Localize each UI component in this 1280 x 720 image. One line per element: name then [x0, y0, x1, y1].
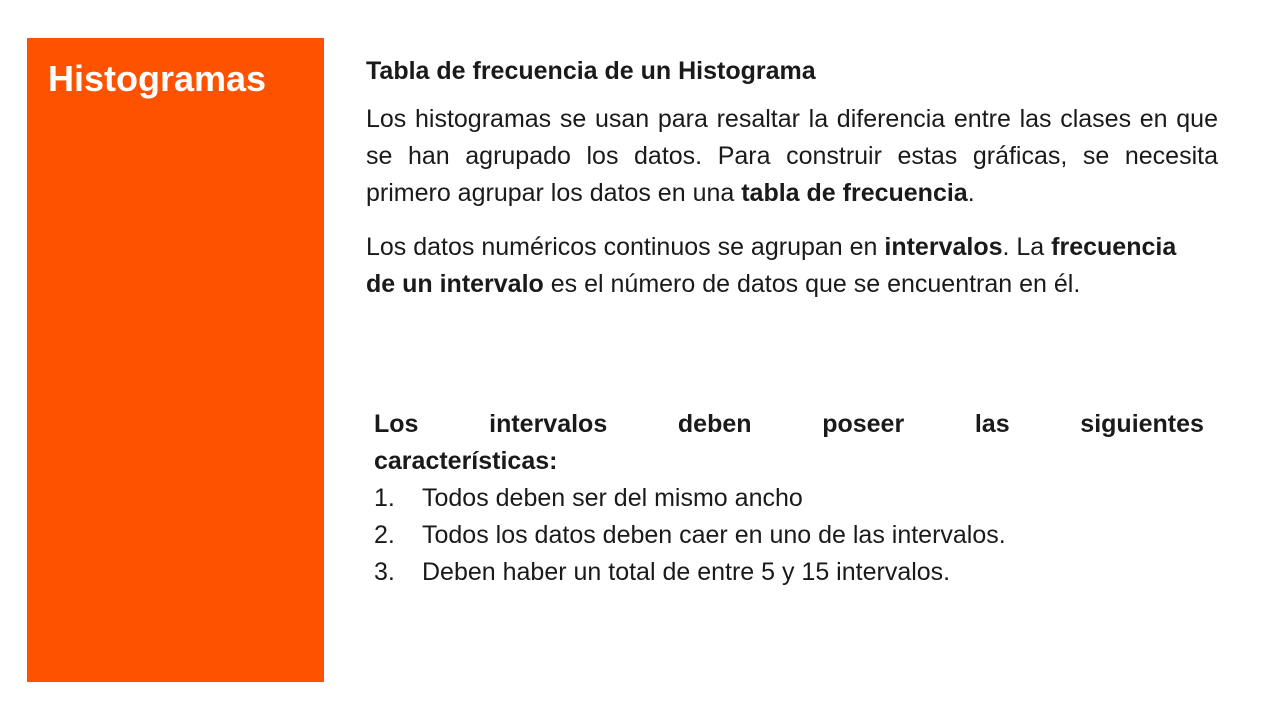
title-panel: [27, 38, 324, 682]
intervals-text-1: Los datos numéricos continuos se agrupan en: [366, 233, 885, 261]
slide-title: Histogramas: [48, 58, 267, 99]
list-item-number: 2.: [374, 521, 395, 549]
list-item: [374, 554, 1204, 591]
heading-word: Los: [374, 410, 419, 438]
heading-word: las: [974, 410, 1010, 438]
intervals-text-2: . La: [1002, 233, 1052, 261]
heading-word: siguientes: [1080, 410, 1204, 438]
features-list: [374, 480, 1204, 591]
list-item-number: 1.: [374, 484, 395, 512]
intervals-paragraph: [366, 229, 1196, 303]
list-item-number: 3.: [374, 558, 395, 586]
list-item-text: Deben haber un total de entre 5 y 15 intervalos.: [422, 558, 951, 586]
list-item-text: Todos los datos deben caer en uno de las intervalos.: [422, 521, 1006, 549]
heading-word: intervalos: [489, 410, 608, 438]
frequency-bold-term: frecuencia de un intervalo: [366, 233, 1177, 298]
features-section: [374, 406, 1204, 591]
intro-bold-term: tabla de frecuencia: [741, 179, 968, 207]
heading-word: deben: [677, 410, 752, 438]
intro-text: Los histogramas se usan para resaltar la diferencia entre las clases en que se han agrupado los datos. Para construir estas gráficas, se necesita primero agrupar los datos en una: [366, 105, 1218, 207]
heading-word: poseer: [822, 410, 905, 438]
list-item: [374, 517, 1204, 554]
intervals-text-3: es el número de datos que se encuentran en él.: [543, 270, 1081, 298]
features-heading: [374, 406, 1204, 480]
intro-end: .: [967, 179, 975, 207]
intervals-bold-term: intervalos: [884, 233, 1003, 261]
intro-paragraph: [366, 101, 1218, 212]
features-heading-line-1: [374, 406, 1204, 443]
main-content: [366, 54, 1218, 303]
features-heading-line-2: características:: [374, 447, 558, 475]
list-item: [374, 480, 1204, 517]
list-item-text: Todos deben ser del mismo ancho: [422, 484, 803, 512]
section-subtitle: Tabla de frecuencia de un Histograma: [366, 57, 816, 85]
